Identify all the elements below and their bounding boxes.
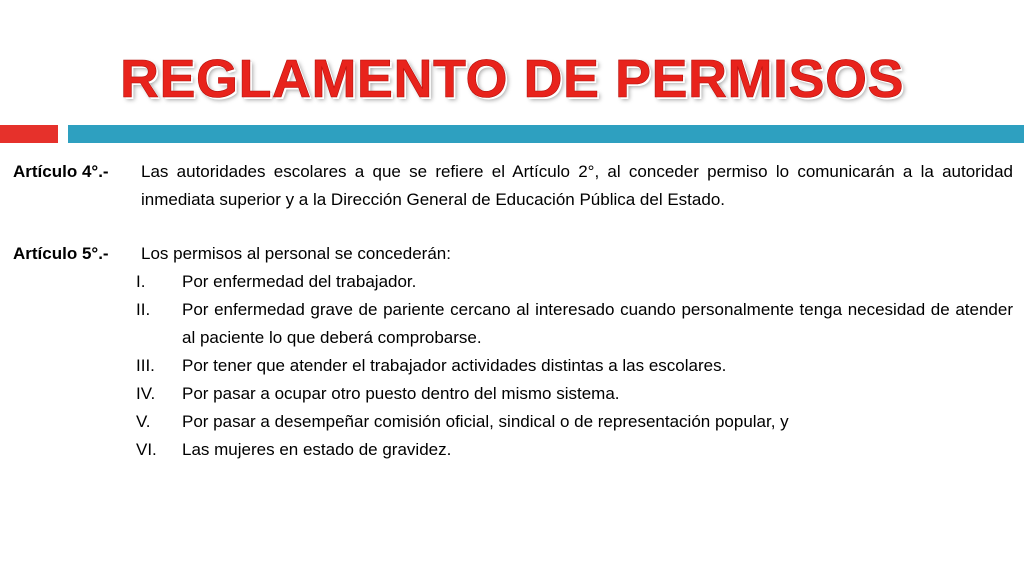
list-item-number: V.: [136, 412, 151, 431]
list-item: [136, 380, 1013, 408]
article-label: Artículo 4°.-: [13, 162, 109, 181]
article-5: [13, 240, 1013, 268]
article-text: Los permisos al personal se concederán:: [141, 244, 451, 263]
list-item-number: I.: [136, 272, 146, 291]
article-4: [13, 158, 1013, 214]
list-item-text: Por pasar a desempeñar comisión oficial, sindical o de representación popular, y: [182, 412, 789, 431]
list-item: [136, 352, 1013, 380]
article-label: Artículo 5°.-: [13, 244, 109, 263]
document-body: [13, 158, 1013, 464]
list-item-number: III.: [136, 356, 155, 375]
list-item-number: VI.: [136, 440, 157, 459]
list-item: [136, 436, 1013, 464]
accent-bar-blue: [68, 125, 1024, 143]
article-text: Las autoridades escolares a que se refiere el Artículo 2°, al conceder permiso lo comunicarán a la autoridad inmediata superior y a la Dirección General de Educación Pública del Estado.: [141, 162, 1013, 209]
list-item-text: Las mujeres en estado de gravidez.: [182, 440, 452, 459]
page-title: REGLAMENTO DE PERMISOS: [119, 49, 905, 109]
list-item-number: II.: [136, 300, 151, 319]
list-item-text: Por enfermedad del trabajador.: [182, 272, 417, 291]
list-item-text: Por tener que atender el trabajador actividades distintas a las escolares.: [182, 356, 727, 375]
list-item: [136, 268, 1013, 296]
accent-bar-red: [0, 125, 58, 143]
list-item: [136, 408, 1013, 436]
permissions-list: [136, 268, 1013, 464]
list-item: [136, 296, 1013, 352]
list-item-text: Por pasar a ocupar otro puesto dentro del mismo sistema.: [182, 384, 620, 403]
list-item-text: Por enfermedad grave de pariente cercano al interesado cuando personalmente tenga necesidad de atender al paciente lo que deberá comprobarse.: [182, 300, 1013, 347]
list-item-number: IV.: [136, 384, 156, 403]
